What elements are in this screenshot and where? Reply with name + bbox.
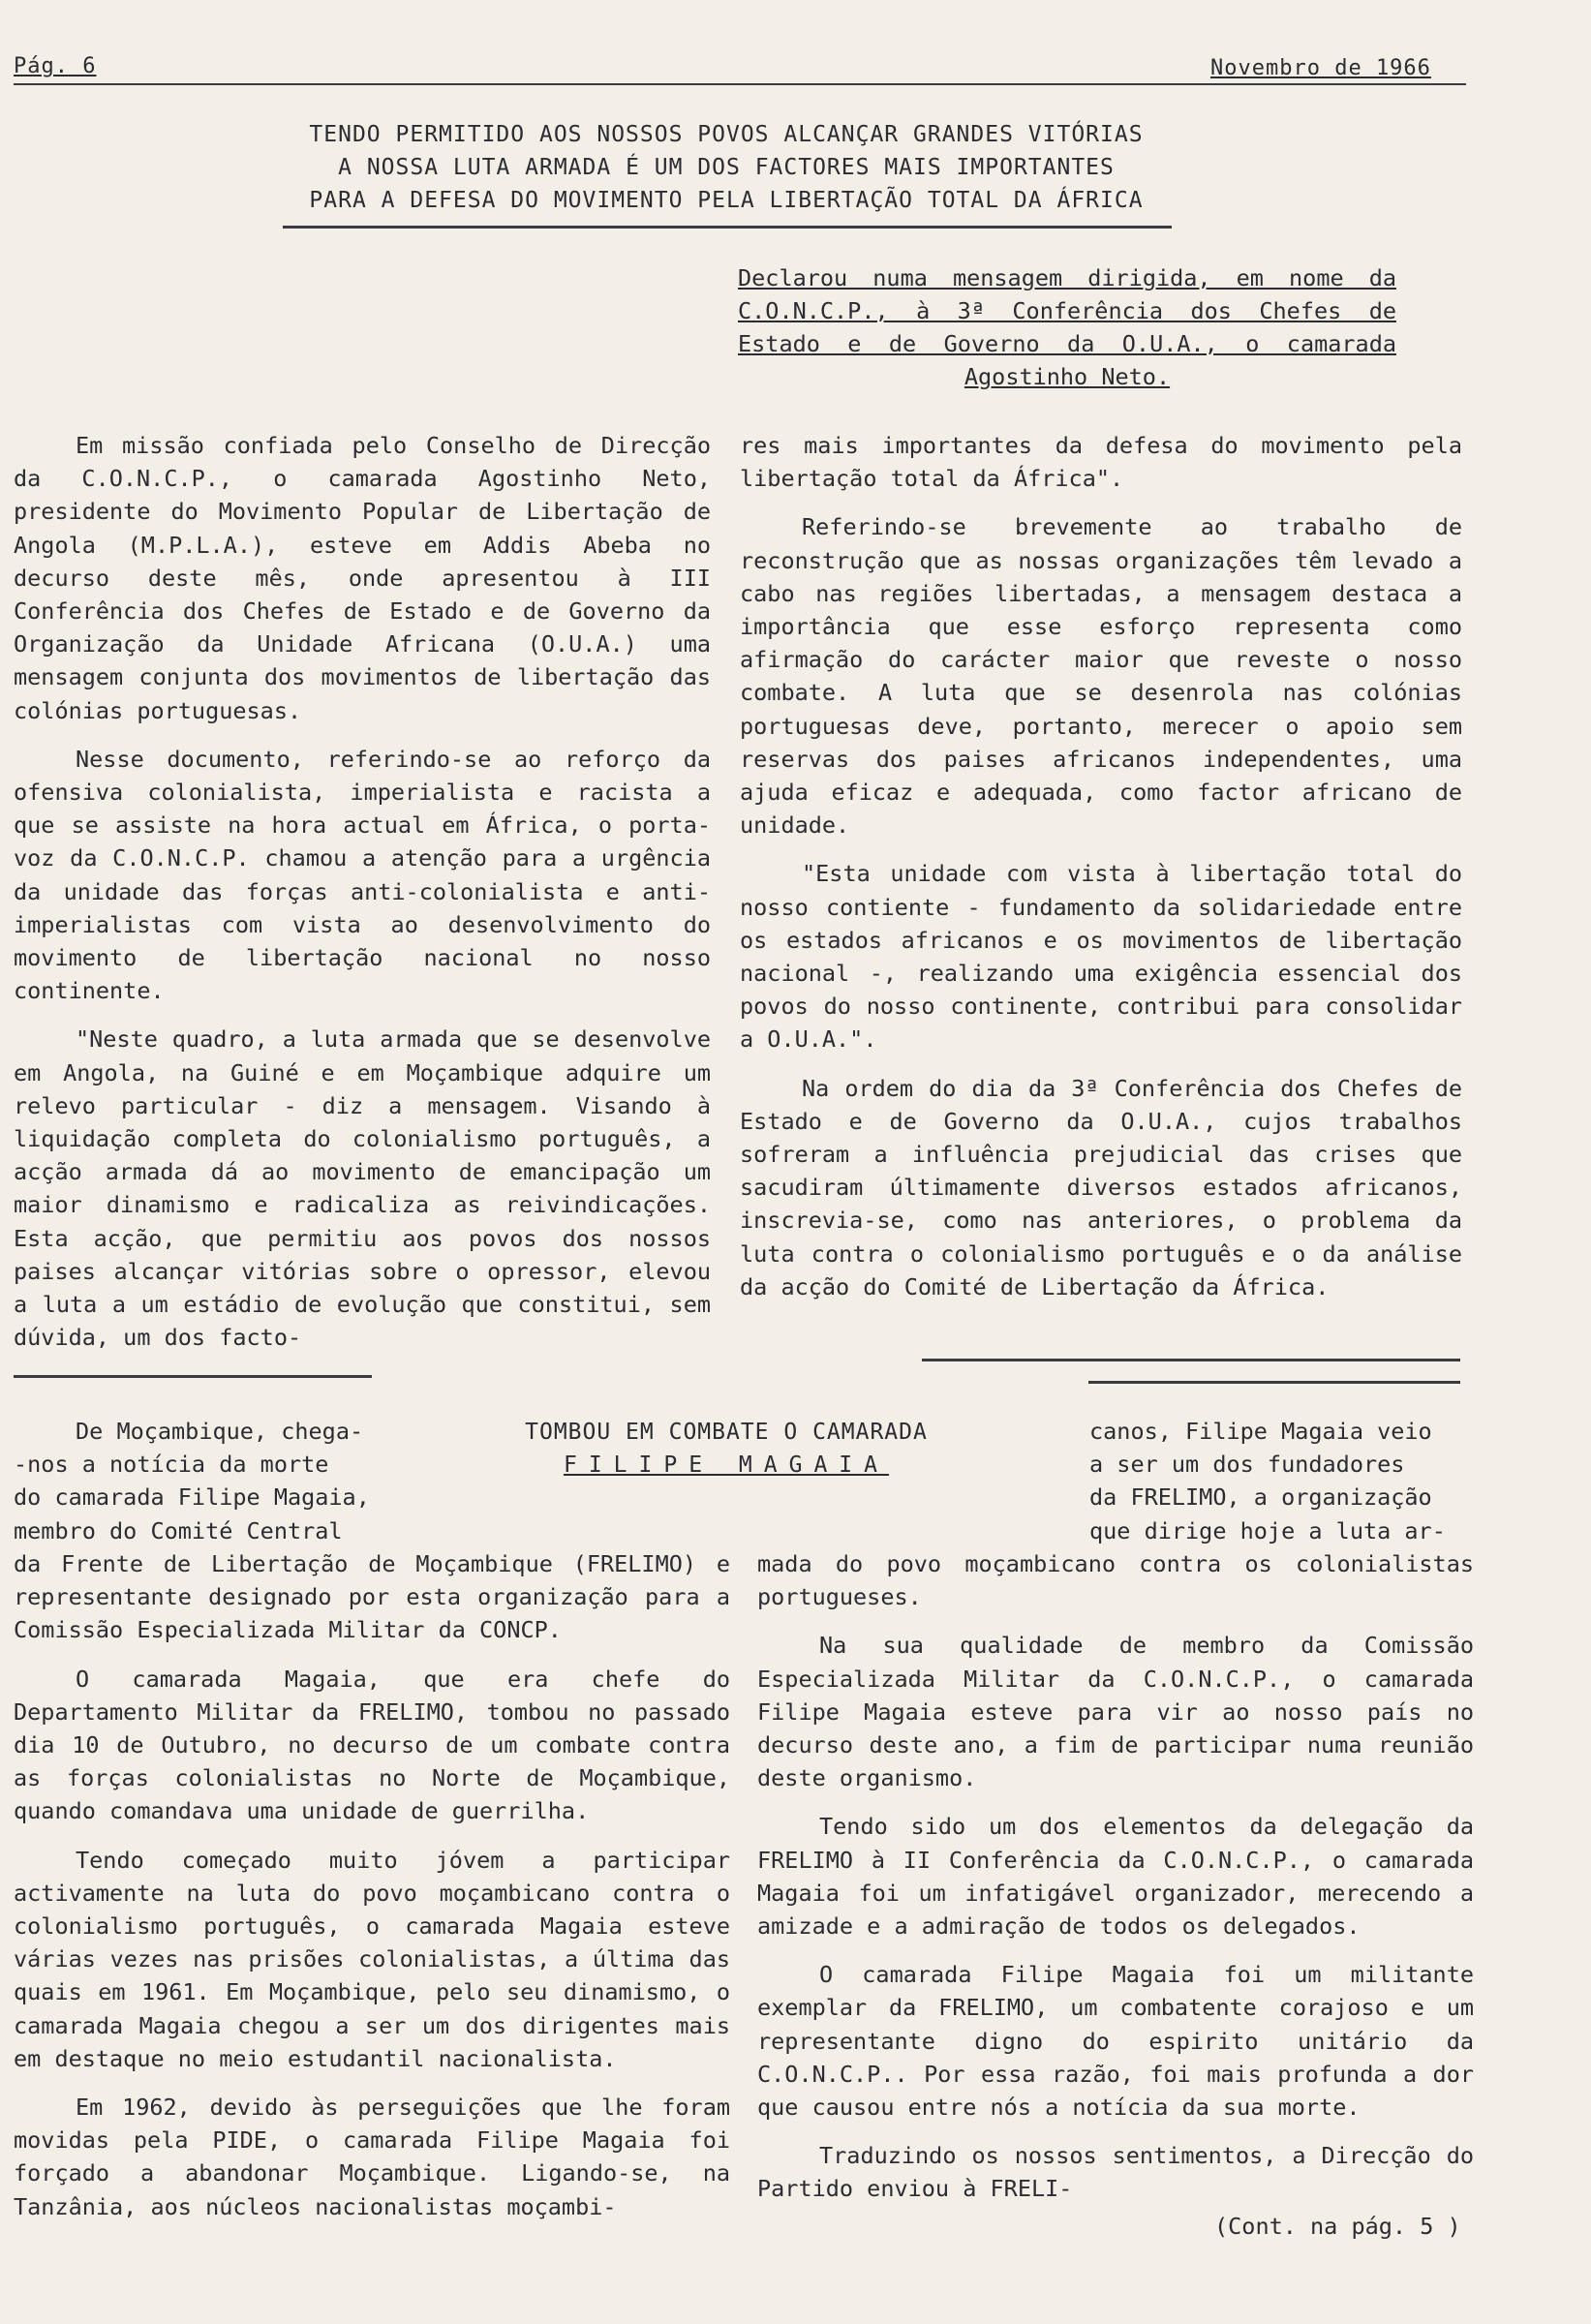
paragraph: Em 1962, devido às perseguições que lhe foram movidas pela PIDE, o camarada Filipe Magaia foi forçado a abandonar Moçambique. Ligando-se, na Tanzânia, aos núcleos nacionalistas moçambi- bbox=[14, 2094, 730, 2220]
paragraph: da Frente de Libertação de Moçambique (FRELIMO) e representante designado por esta organização para a Comissão Especializada Militar da CONCP. bbox=[14, 1550, 730, 1644]
text-line: De Moçambique, chega- bbox=[76, 1418, 364, 1445]
text-line: a ser um dos fundadores bbox=[1089, 1451, 1405, 1479]
headline-line: TENDO PERMITIDO AOS NOSSOS POVOS ALCANÇAR GRANDES VITÓRIAS bbox=[309, 122, 1144, 147]
page-number: Pág. 6 bbox=[14, 54, 97, 78]
section-divider bbox=[1088, 1381, 1460, 1384]
paragraph: "Neste quadro, a luta armada que se desenvolve em Angola, na Guiné e em Moçambique adquire um relevo particular - diz a mensagem. Visando à liquidação completa do colonialismo português, a acção armada dá ao movimento de emancipação um maior dinamismo e radicaliza as reivindicações. Esta acção, que permitiu aos povos dos nossos paises alcançar vitórias sobre o opressor, elevou a luta a um estádio de evolução que constitui, sem dúvida, um dos facto- bbox=[14, 1025, 711, 1352]
text-line: da FRELIMO, a organização bbox=[1089, 1483, 1432, 1512]
article2-headline bbox=[504, 1416, 949, 1482]
article1-right-column bbox=[740, 429, 1462, 1319]
paragraph: res mais importantes da defesa do movimento pela libertação total da África". bbox=[740, 432, 1462, 493]
paragraph: Tendo sido um dos elementos da delegação da FRELIMO à II Conferência da C.O.N.C.P., o camarada Magaia foi um infatigável organizador, merecendo a amizade e a admiração de todos os delegados. bbox=[757, 1813, 1474, 1941]
article2-left-column bbox=[14, 1547, 730, 2239]
article1-headline bbox=[281, 118, 1172, 217]
headline-underline bbox=[283, 226, 1172, 229]
paragraph: mada do povo moçambicano contra os colonialistas portugueses. bbox=[757, 1550, 1474, 1611]
headline-line: A NOSSA LUTA ARMADA É UM DOS FACTORES MAIS IMPORTANTES bbox=[338, 155, 1115, 180]
subhead-line: Estado e de Governo da O.U.A., o camarada bbox=[738, 330, 1396, 357]
article2-right-intro bbox=[1089, 1415, 1477, 1547]
section-divider bbox=[922, 1359, 1460, 1361]
article1-left-column bbox=[14, 429, 711, 1369]
paragraph: O camarada Filipe Magaia foi um militante exemplar da FRELIMO, um combatente corajoso e um representante digno do espirito unitário da C.O.N.C.P.. Por essa razão, foi mais profunda a dor que causou entre nós a notícia da sua morte. bbox=[757, 1961, 1474, 2122]
article2-right-column bbox=[757, 1547, 1474, 2206]
subhead-line: Agostinho Neto. bbox=[964, 363, 1171, 390]
section-divider bbox=[14, 1375, 372, 1378]
paragraph: Em missão confiada pelo Conselho de Direcção da C.O.N.C.P., o camarada Agostinho Neto, presidente do Movimento Popular de Libertação de Angola (M.P.L.A.), esteve em Addis Abeba no decurso deste mês, onde apresentou à III Conferência dos Chefes de Estado e de Governo da Organização da Unidade Africana (O.U.A.) uma mensagem conjunta dos movimentos de libertação das colónias portuguesas. bbox=[14, 432, 711, 724]
text-line: canos, Filipe Magaia veio bbox=[1089, 1418, 1432, 1445]
paragraph: "Esta unidade com vista à libertação total do nosso contiente - fundamento da solidariedade entre os estados africanos e os movimentos de libertação nacional -, realizando uma exigência essencial dos povos do nosso continente, contribui para consolidar a O.U.A.". bbox=[740, 860, 1462, 1054]
paragraph: Tendo começado muito jóvem a participar activamente na luta do povo moçambicano contra o colonialismo português, o camarada Magaia esteve várias vezes nas prisões colonialistas, a última das quais em 1961. Em Moçambique, pelo seu dinamismo, o camarada Magaia chegou a ser um dos dirigentes mais em destaque no meio estudantil nacionalista. bbox=[14, 1846, 730, 2072]
text-line: do camarada Filipe Magaia, bbox=[14, 1483, 370, 1512]
paragraph: Na sua qualidade de membro da Comissão Especializada Militar da C.O.N.C.P., o camarada Filipe Magaia esteve para vir ao nosso país no decurso deste ano, a fim de participar numa reunião deste organismo. bbox=[757, 1632, 1474, 1792]
subhead-line: Declarou numa mensagem dirigida, em nome da bbox=[738, 264, 1396, 291]
article2-left-intro bbox=[14, 1415, 382, 1547]
text-line: membro do Comité Central bbox=[14, 1516, 343, 1544]
paragraph: O camarada Magaia, que era chefe do Departamento Militar da FRELIMO, tombou no passado dia 10 de Outubro, no decurso de um combate contra as forças colonialistas no Norte de Moçambique, quando comandava uma unidade de guerrilha. bbox=[14, 1665, 730, 1825]
paragraph: Referindo-se brevemente ao trabalho de reconstrução que as nossas organizações têm levado a cabo nas regiões libertadas, a mensagem destaca a importância que esse esforço representa como afirmação do carácter maior que reveste o nosso combate. A luta que se desenrola nas colónias portuguesas deve, portanto, merecer o apoio sem reservas dos paises africanos independentes, uma ajuda eficaz e adequada, como factor africano de unidade. bbox=[740, 513, 1462, 840]
headline-name: FILIPE MAGAIA bbox=[563, 1452, 889, 1478]
subhead-line: C.O.N.C.P., à 3ª Conferência dos Chefes de bbox=[738, 297, 1396, 324]
paragraph: Nesse documento, referindo-se ao reforço da ofensiva colonialista, imperialista e racista a que se assiste na hora actual em África, o porta-voz da C.O.N.C.P. chamou a atenção para a urgência da unidade das forças anti-colonialista e anti-imperialistas com vista ao desenvolvimento do movimento de libertação nacional no nosso continente. bbox=[14, 745, 711, 1005]
text-line: que dirige hoje a luta ar- bbox=[1089, 1516, 1446, 1544]
headline-line: TOMBOU EM COMBATE O CAMARADA bbox=[525, 1420, 928, 1445]
issue-date: Novembro de 1966 bbox=[1210, 56, 1431, 80]
text-line: -nos a notícia da morte bbox=[14, 1451, 329, 1479]
continuation-note: (Cont. na pág. 5 ) bbox=[1214, 2213, 1461, 2240]
paragraph: Traduzindo os nossos sentimentos, a Direcção do Partido enviou à FRELI- bbox=[757, 2142, 1474, 2203]
headline-line: PARA A DEFESA DO MOVIMENTO PELA LIBERTAÇÃO TOTAL DA ÁFRICA bbox=[309, 188, 1144, 213]
paragraph: Na ordem do dia da 3ª Conferência dos Chefes de Estado e de Governo da O.U.A., cujos trabalhos sofreram a influência prejudicial das crises que sacudiram últimamente diversos estados africanos, inscrevia-se, como nas anteriores, o problema da luta contra o colonialismo português e o da análise da acção do Comité de Libertação da África. bbox=[740, 1074, 1462, 1300]
article1-subhead bbox=[738, 261, 1396, 393]
header-rule bbox=[14, 83, 1466, 85]
